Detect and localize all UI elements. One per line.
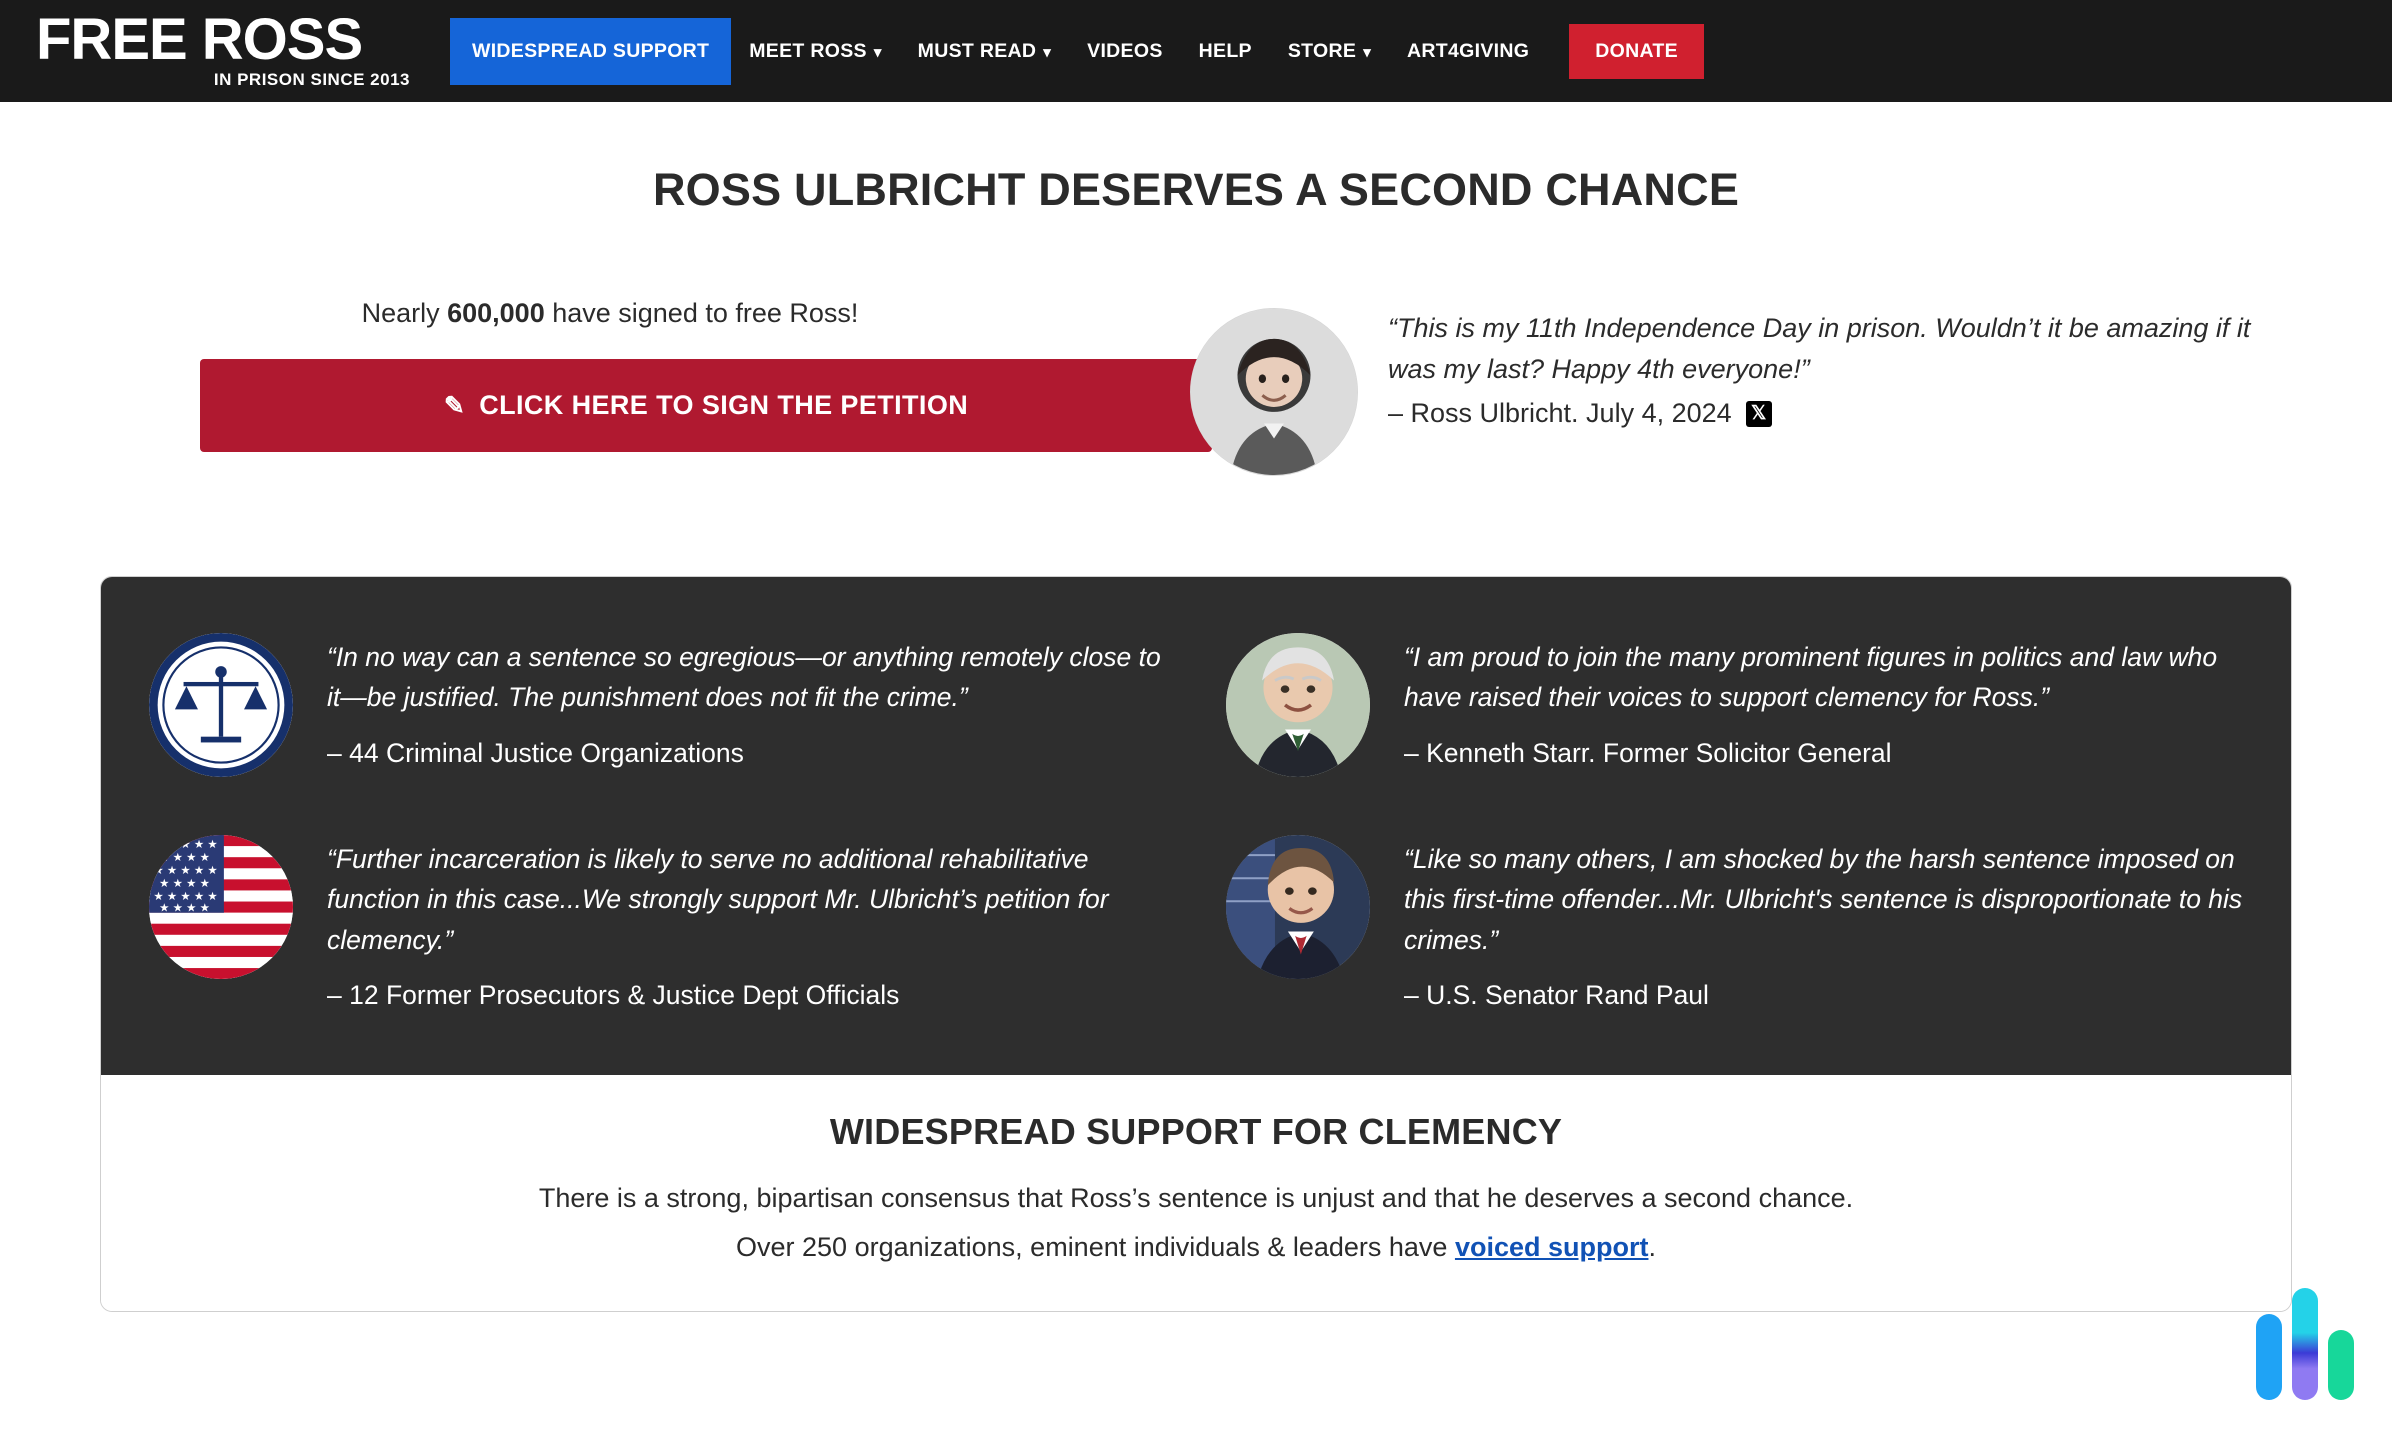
nav-label: STORE [1287, 39, 1357, 62]
avatar-art [149, 633, 293, 777]
nav-label: MUST READ [917, 39, 1037, 62]
page-title: ROSS ULBRICHT DESERVES A SECOND CHANCE [652, 164, 1740, 215]
svg-text:★ ★ ★ ★ ★: ★ ★ ★ ★ ★ [153, 890, 218, 903]
quote-body [327, 835, 1166, 1011]
quote-body [1404, 633, 2243, 777]
quote-card [149, 819, 1166, 1027]
nav-label: MEET ROSS [749, 39, 867, 62]
avatar-art [1226, 835, 1370, 979]
hero-quote-body [1388, 308, 2292, 476]
site-header [0, 0, 2392, 102]
site-logo[interactable] [0, 7, 440, 89]
nav-label: VIDEOS [1087, 39, 1163, 62]
hero-quote-text: “This is my 11th Independence Day in prison. Wouldn’t it be amazing if it was my last? Happy 4th everyone!” [1388, 313, 2251, 385]
nav-item-help[interactable] [1181, 24, 1270, 79]
scales-of-justice-icon [149, 633, 293, 777]
quote-body [1404, 835, 2243, 1011]
quote-card [1226, 617, 2243, 793]
avatar-art [1226, 633, 1370, 777]
widget-bar-left [2256, 1314, 2282, 1400]
quote-attribution: – U.S. Senator Rand Paul [1404, 979, 1709, 1010]
support-panel [100, 576, 2292, 1312]
x-twitter-icon[interactable]: 𝕏 [1746, 401, 1772, 427]
widget-bar-right [2328, 1330, 2354, 1400]
chevron-down-icon: ▾ [1363, 43, 1372, 61]
section-line-1: There is a strong, bipartisan consensus that Ross’s sentence is unjust and that he deserves a second chance. [538, 1182, 1854, 1213]
quote-card [149, 617, 1166, 793]
kenneth-starr-avatar [1226, 633, 1370, 777]
petition-count-post: have signed to free Ross! [544, 298, 859, 328]
quote-attribution: – 44 Criminal Justice Organizations [327, 737, 744, 768]
nav-item-art4giving[interactable] [1389, 24, 1547, 79]
hero-row [100, 298, 2292, 476]
widespread-support-section [101, 1075, 2291, 1311]
petition-count-line [100, 298, 1120, 329]
pen-icon: ✎ [443, 392, 466, 420]
main-content [0, 164, 2392, 1312]
main-navigation [450, 18, 1704, 85]
quote-card [1226, 819, 2243, 1027]
chevron-down-icon: ▾ [873, 43, 882, 61]
avatar-art [149, 835, 293, 979]
quote-text: “Further incarceration is likely to serve no additional rehabilitative function in this case...We strongly support Mr. Ulbricht’s petition for clemency.” [327, 844, 1109, 955]
section-line-2-post: . [1648, 1231, 1656, 1262]
logo-title: FREE ROSS [36, 7, 363, 73]
sign-petition-button[interactable] [200, 359, 1212, 452]
chevron-down-icon: ▾ [1043, 43, 1052, 61]
svg-text:★ ★ ★ ★ ★: ★ ★ ★ ★ ★ [153, 864, 218, 877]
nav-label: WIDESPREAD SUPPORT [472, 39, 710, 62]
petition-count-value: 600,000 [447, 298, 545, 328]
quote-text: “I am proud to join the many prominent figures in politics and law who have raised their voices to support clemency for Ross.” [1404, 642, 2218, 713]
logo-subtitle: IN PRISON SINCE 2013 [213, 69, 410, 89]
section-line-2 [141, 1228, 2251, 1267]
quote-body [327, 633, 1166, 777]
widget-bar-center [2292, 1288, 2318, 1400]
section-title: WIDESPREAD SUPPORT FOR CLEMENCY [829, 1110, 1563, 1152]
nav-item-must-read[interactable] [900, 24, 1069, 79]
hero-quote-attrib [1388, 398, 2292, 429]
rand-paul-avatar [1226, 835, 1370, 979]
svg-text:★ ★ ★ ★: ★ ★ ★ ★ [159, 902, 210, 915]
quote-text: “In no way can a sentence so egregious—or anything remotely close to it—be justified. The punishment does not fit the crime.” [327, 642, 1161, 713]
nav-label: HELP [1198, 39, 1252, 62]
american-flag-icon [149, 835, 293, 979]
hero-quote [1120, 298, 2292, 476]
nav-item-videos[interactable] [1069, 24, 1181, 79]
hero-quote-attrib-text: – Ross Ulbricht. July 4, 2024 [1388, 398, 1732, 429]
donate-button[interactable]: DONATE [1569, 24, 1704, 79]
quotes-grid [101, 577, 2291, 1075]
svg-text:★ ★ ★ ★: ★ ★ ★ ★ [159, 877, 210, 890]
nav-item-store[interactable] [1270, 24, 1389, 79]
nav-item-meet-ross[interactable] [731, 24, 899, 79]
nav-label: ART4GIVING [1407, 39, 1530, 62]
section-line-2-pre: Over 250 organizations, eminent individuals & leaders have [736, 1231, 1455, 1262]
petition-count-pre: Nearly [361, 298, 448, 328]
svg-text:★ ★ ★ ★ ★: ★ ★ ★ ★ ★ [153, 838, 218, 851]
quote-attribution: – Kenneth Starr. Former Solicitor General [1404, 737, 1892, 768]
nav-item-widespread-support[interactable] [450, 18, 731, 85]
petition-block [100, 298, 1120, 452]
ross-ulbricht-avatar [1190, 308, 1358, 476]
sign-petition-label: CLICK HERE TO SIGN THE PETITION [479, 390, 969, 420]
avatar-art [1191, 309, 1357, 475]
quote-text: “Like so many others, I am shocked by the harsh sentence imposed on this first-time offender...Mr. Ulbricht's sentence is disproportionate to his crimes.” [1404, 844, 2243, 955]
quote-attribution: – 12 Former Prosecutors & Justice Dept Officials [327, 979, 900, 1010]
voiced-support-link[interactable]: voiced support [1454, 1231, 1649, 1262]
svg-text:★ ★ ★ ★: ★ ★ ★ ★ [159, 851, 210, 864]
chat-widget[interactable] [2256, 1288, 2354, 1400]
